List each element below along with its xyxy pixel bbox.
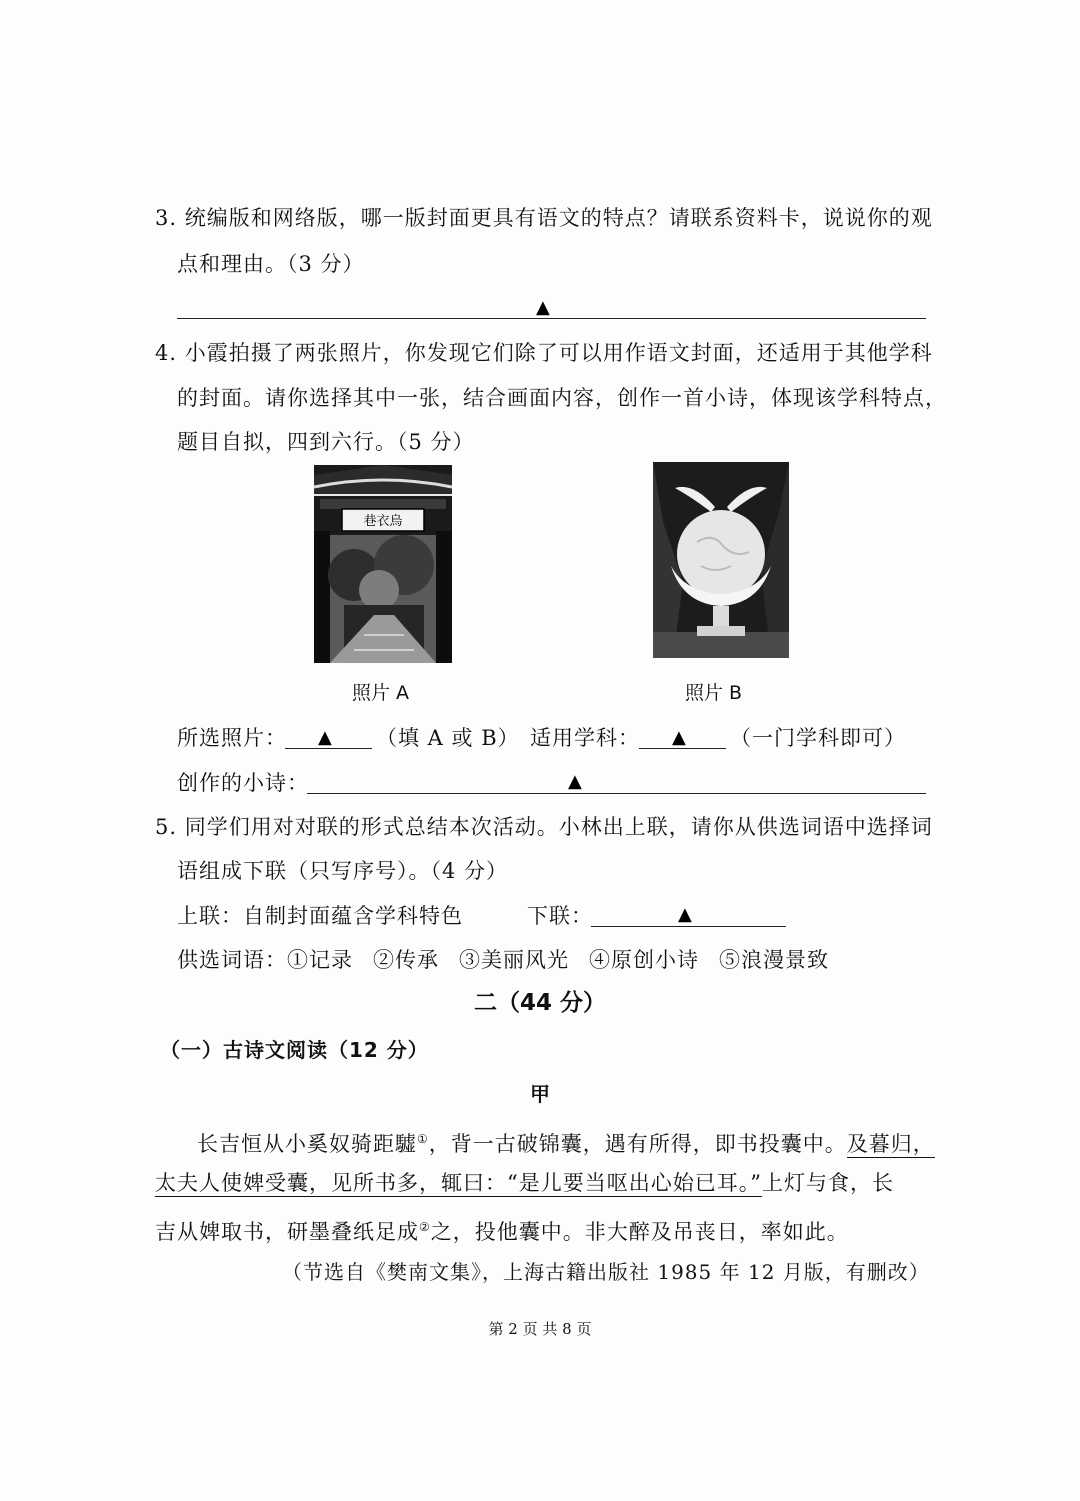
option-5: ⑤浪漫景致: [719, 948, 829, 972]
q3-answer-marker: ▲: [536, 297, 550, 318]
passage-source: （节选自《樊南文集》，上海古籍出版社 1985 年 12 月版，有删改）: [282, 1260, 930, 1284]
q4-text-line2: 的封面。请你选择其中一张，结合画面内容，创作一首小诗，体现该学科特点，: [177, 386, 947, 410]
passage-text: 之，投他囊中。非大醉及吊丧日，率如此。: [430, 1220, 849, 1244]
passage-title: 甲: [530, 1082, 550, 1106]
q3-answer-line[interactable]: [177, 318, 926, 319]
couplet-lower-marker: ▲: [678, 904, 692, 925]
subject-marker: ▲: [672, 727, 686, 748]
subject-label: 适用学科：: [530, 726, 640, 750]
q5-text-line1: 5. 同学们用对对联的形式总结本次活动。小林出上联，请你从供选词语中选择词: [155, 815, 933, 839]
poem-field[interactable]: [307, 793, 926, 794]
photo-a-gate-sign: 巷衣烏: [363, 514, 403, 529]
q3-text-line2: 点和理由。（3 分）: [177, 252, 365, 276]
section-2-title: 二（44 分）: [473, 990, 606, 1016]
q4-text-line3: 题目自拟，四到六行。（5 分）: [177, 430, 475, 454]
options-row: [177, 945, 829, 975]
couplet-lower-field[interactable]: [591, 926, 786, 927]
q3-text-line1: 3. 统编版和网络版，哪一版封面更具有语文的特点？请联系资料卡，说说你的观: [155, 206, 933, 230]
option-2: ②传承: [373, 948, 439, 972]
option-1: ①记录: [287, 948, 353, 972]
photo-b-image: [653, 462, 789, 658]
option-3: ③美丽风光: [459, 948, 569, 972]
section-2-subtitle: （一）古诗文阅读（12 分）: [160, 1038, 429, 1062]
q4-text-line1: 4. 小霞拍摄了两张照片，你发现它们除了可以用作语文封面，还适用于其他学科: [155, 341, 933, 365]
selected-photo-label: 所选照片：: [177, 726, 287, 750]
selected-photo-field[interactable]: [285, 748, 372, 749]
passage-line1: [197, 1124, 935, 1159]
options-label: 供选词语：: [177, 948, 287, 972]
subject-hint: （一门学科即可）: [730, 726, 906, 750]
passage-line3: [155, 1212, 849, 1247]
footnote-2: ②: [419, 1220, 431, 1234]
passage-text: 吉从婢取书，研墨叠纸足成: [155, 1220, 419, 1244]
couplet-upper: 上联：自制封面蕴含学科特色: [177, 904, 463, 928]
couplet-lower-label: 下联：: [527, 904, 593, 928]
photo-a: [314, 465, 452, 663]
photo-a-image: [314, 465, 452, 663]
photo-b-caption: 照片 B: [685, 682, 743, 704]
passage-text: ，背一古破锦囊，遇有所得，即书投囊中。: [428, 1132, 847, 1156]
passage-text: 长吉恒从小奚奴骑距驉: [197, 1132, 417, 1156]
poem-marker: ▲: [568, 771, 582, 792]
page-footer: 第 2 页 共 8 页: [488, 1320, 592, 1338]
passage-text: 上灯与食，长: [761, 1171, 894, 1195]
passage-line2: [155, 1168, 894, 1198]
underlined-sentence-part1: 及暮归，: [846, 1132, 935, 1156]
footnote-1: ①: [417, 1132, 429, 1146]
underlined-sentence-part2: 太夫人使婢受囊，见所书多，辄曰：“是儿要当呕出心始已耳。”: [155, 1171, 762, 1195]
subject-field[interactable]: [639, 748, 726, 749]
photo-a-caption: 照片 A: [352, 682, 410, 704]
poem-label: 创作的小诗：: [177, 771, 309, 795]
selected-photo-hint: （填 A 或 B）: [376, 726, 520, 750]
selected-photo-marker: ▲: [318, 727, 332, 748]
q5-text-line2: 语组成下联（只写序号）。（4 分）: [177, 859, 509, 883]
option-4: ④原创小诗: [589, 948, 699, 972]
photo-b: [653, 462, 789, 658]
